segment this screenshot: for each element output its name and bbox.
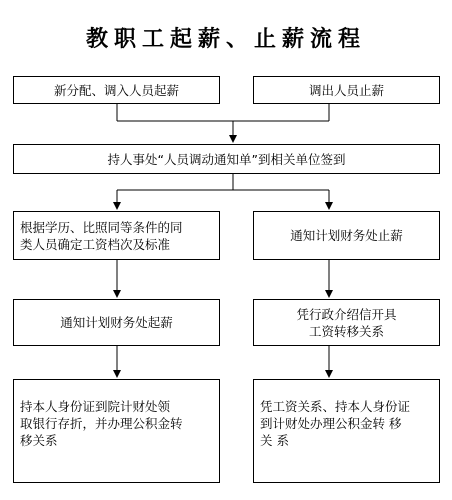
box-new-hire [13, 76, 220, 104]
page-title: 教职工起薪、止薪流程 [85, 26, 366, 52]
box-notify-stop-text: 通知计划财务处止薪 [290, 228, 403, 243]
box-determine-grade-text: 根据学历、比照同等条件的同 类人员确定工资档次及标准 [20, 219, 183, 252]
box-letter-transfer [253, 299, 440, 346]
box-transfer-out-text: 调出人员止薪 [308, 82, 384, 98]
box-bank-account-text: 持本人身份证到院计财处领 取银行存折，并办理公积金转 移关系 [20, 399, 183, 448]
box-transfer-out [253, 76, 440, 104]
box-letter-transfer-text: 凭行政介绍信开具 工资转移关系 [296, 306, 397, 339]
box-payroll-transfer [253, 379, 440, 483]
box-hr-notice-text: 持人事处“人员调动通知单”到相关单位签到 [107, 151, 346, 167]
box-notify-start [13, 299, 220, 346]
box-hr-notice [13, 144, 440, 174]
box-payroll-transfer-text: 凭工资关系、持本人身份证 到计财处办理公积金转 移 关 系 [260, 399, 411, 448]
box-new-hire-text: 新分配、调入人员起薪 [53, 82, 179, 98]
box-bank-account [13, 379, 220, 483]
box-notify-stop [253, 211, 440, 260]
box-determine-grade [13, 211, 220, 260]
box-notify-start-text: 通知计划财务处起薪 [60, 315, 173, 330]
